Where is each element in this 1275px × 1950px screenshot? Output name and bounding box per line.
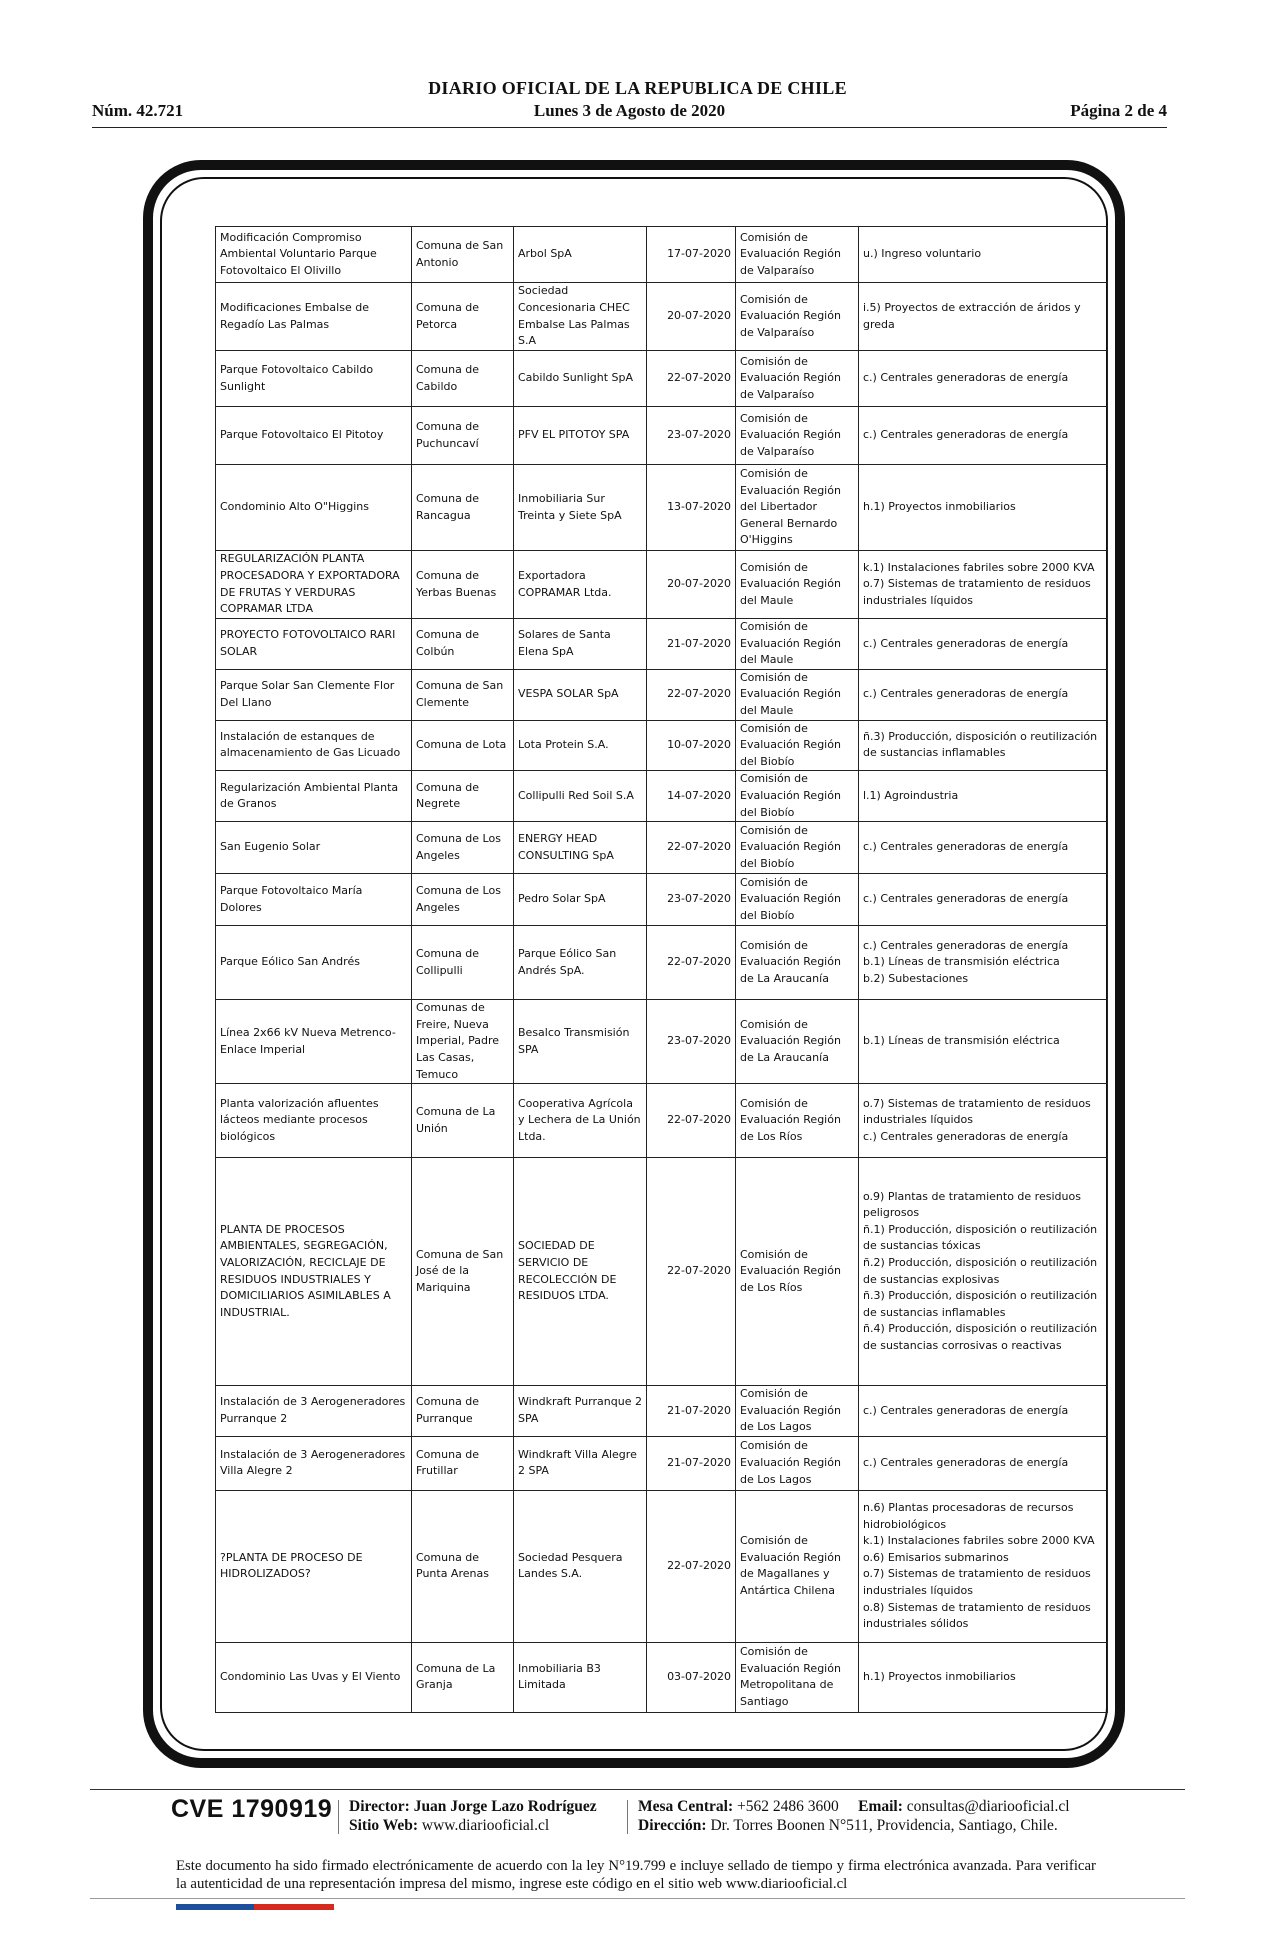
commission-text: Comisión de Evaluación Región del Maule <box>740 620 841 667</box>
owner-cell <box>514 1642 647 1712</box>
commission-text: Comisión de Evaluación Región del Maule <box>740 670 841 717</box>
date-cell <box>647 1386 736 1437</box>
project-type-text: o.9) Plantas de tratamiento de residuos peligrosos ñ.1) Producción, disposición o reutilización de sustancias tóxicas ñ.2) Producción, disposición o reutilización de sustancias explosivas ñ.3) Producción, disposición o reutilización de sustancias inflamables ñ.4) Producción, disposición o reutilización de sustancias corrosivas o reactivas <box>863 1189 1098 1352</box>
table-row <box>216 822 1108 874</box>
commission-text: Comisión de Evaluación Región de Valparaíso <box>740 292 841 339</box>
date-text: 21-07-2020 <box>667 1456 731 1470</box>
project-cell <box>216 771 412 822</box>
commune-text: Comunas de Freire, Nueva Imperial, Padre Las Casas, Temuco <box>416 1001 499 1081</box>
date-text: 23-07-2020 <box>667 1034 731 1048</box>
commission-text: Comisión de Evaluación Región de Los Ríos <box>740 1096 841 1143</box>
commune-cell <box>412 619 514 670</box>
commission-cell <box>736 926 859 1000</box>
table-row <box>216 720 1108 771</box>
date-cell <box>647 283 736 351</box>
table-row <box>216 1436 1108 1490</box>
commune-cell <box>412 407 514 465</box>
table-row <box>216 926 1108 1000</box>
commune-cell <box>412 1642 514 1712</box>
owner-cell <box>514 926 647 1000</box>
owner-cell <box>514 771 647 822</box>
commission-cell <box>736 1642 859 1712</box>
owner-text: Cabildo Sunlight SpA <box>518 371 634 385</box>
project-type-cell <box>859 1642 1108 1712</box>
footer-contact-block <box>638 1797 1070 1835</box>
commission-cell <box>736 407 859 465</box>
project-cell <box>216 619 412 670</box>
date-cell <box>647 1084 736 1158</box>
table-row <box>216 1490 1108 1642</box>
flag-stripe-red <box>254 1904 334 1910</box>
date-text: 22-07-2020 <box>667 371 731 385</box>
date-cell <box>647 669 736 720</box>
address-text: Dr. Torres Boonen N°511, Providencia, Santiago, Chile. <box>710 1817 1058 1834</box>
commission-text: Comisión de Evaluación Región del Biobío <box>740 823 841 870</box>
commune-text: Comuna de Negrete <box>416 780 480 811</box>
project-text: Instalación de estanques de almacenamiento de Gas Licuado <box>220 729 401 760</box>
owner-text: Pedro Solar SpA <box>518 892 606 906</box>
project-type-text: ñ.3) Producción, disposición o reutilización de sustancias inflamables <box>863 729 1098 760</box>
project-cell <box>216 874 412 926</box>
page-indicator: Página 2 de 4 <box>1070 101 1167 120</box>
project-text: Línea 2x66 kV Nueva Metrenco-Enlace Imperial <box>220 1026 396 1056</box>
owner-text: Windkraft Purranque 2 SPA <box>518 1395 642 1425</box>
table-row <box>216 1158 1108 1386</box>
director-label: Director: <box>349 1798 410 1815</box>
project-text: PROYECTO FOTOVOLTAICO RARI SOLAR <box>220 628 396 658</box>
commission-text: Comisión de Evaluación Región del Biobío <box>740 721 841 768</box>
project-type-text: h.1) Proyectos inmobiliarios <box>863 1670 1016 1684</box>
project-type-text: c.) Centrales generadoras de energía <box>863 892 1069 906</box>
commission-cell <box>736 1490 859 1642</box>
commune-cell <box>412 771 514 822</box>
commune-cell <box>412 1084 514 1158</box>
commune-text: Comuna de Purranque <box>416 1395 480 1425</box>
commission-cell <box>736 720 859 771</box>
commune-text: Comuna de Frutillar <box>416 1447 480 1478</box>
email-link[interactable]: consultas@diariooficial.cl <box>906 1798 1070 1815</box>
date-cell <box>647 822 736 874</box>
commune-text: Comuna de Los Angeles <box>416 884 501 914</box>
project-cell <box>216 1436 412 1490</box>
project-type-text: l.1) Agroindustria <box>863 788 959 802</box>
signature-notice: Este documento ha sido firmado electrónicamente de acuerdo con la ley N°19.799 e incluye sellado de tiempo y firma electrónica avanzada. Para verificar la autenticidad de una representación impresa del mismo, ingrese este código en el sitio web www.diariooficial.cl <box>176 1858 1096 1892</box>
commune-text: Comuna de Lota <box>416 738 507 752</box>
project-cell <box>216 1642 412 1712</box>
project-type-text: c.) Centrales generadoras de energía <box>863 687 1069 701</box>
owner-cell <box>514 619 647 670</box>
commission-cell <box>736 465 859 551</box>
project-type-cell <box>859 1084 1108 1158</box>
commission-cell <box>736 1000 859 1084</box>
table-row <box>216 669 1108 720</box>
date-cell <box>647 926 736 1000</box>
commission-cell <box>736 874 859 926</box>
footer-separator <box>627 1800 628 1834</box>
date-cell <box>647 874 736 926</box>
owner-text: ENERGY HEAD CONSULTING SpA <box>518 832 614 862</box>
commune-cell <box>412 1436 514 1490</box>
project-text: Parque Fotovoltaico María Dolores <box>220 884 363 914</box>
table-row <box>216 227 1108 283</box>
owner-text: Besalco Transmisión SPA <box>518 1026 630 1056</box>
commission-text: Comisión de Evaluación Región de La Araucanía <box>740 938 841 985</box>
owner-cell <box>514 720 647 771</box>
commune-cell <box>412 720 514 771</box>
project-type-text: k.1) Instalaciones fabriles sobre 2000 KVA o.7) Sistemas de tratamiento de residuos industriales líquidos <box>863 560 1095 607</box>
project-cell <box>216 465 412 551</box>
commune-text: Comuna de Puchuncaví <box>416 419 480 450</box>
owner-text: Sociedad Concesionaria CHEC Embalse Las Palmas S.A <box>518 284 630 348</box>
owner-cell <box>514 227 647 283</box>
project-type-cell <box>859 822 1108 874</box>
commission-text: Comisión de Evaluación Región del Biobío <box>740 875 841 922</box>
commission-text: Comisión de Evaluación Región de Valparaíso <box>740 354 841 401</box>
project-text: San Eugenio Solar <box>220 840 321 854</box>
date-cell <box>647 551 736 619</box>
date-cell <box>647 619 736 670</box>
owner-cell <box>514 351 647 407</box>
commune-cell <box>412 1000 514 1084</box>
project-type-cell <box>859 1000 1108 1084</box>
footer-separator <box>338 1800 339 1834</box>
commission-cell <box>736 771 859 822</box>
table-row <box>216 351 1108 407</box>
date-cell <box>647 227 736 283</box>
director-name: Juan Jorge Lazo Rodríguez <box>413 1798 597 1815</box>
table-row <box>216 619 1108 670</box>
commission-text: Comisión de Evaluación Región del Libertador General Bernardo O'Higgins <box>740 467 841 547</box>
date-text: 22-07-2020 <box>667 687 731 701</box>
commune-text: Comuna de La Unión <box>416 1105 496 1135</box>
table-row <box>216 1000 1108 1084</box>
project-type-cell <box>859 1490 1108 1642</box>
project-text: Parque Fotovoltaico Cabildo Sunlight <box>220 362 374 393</box>
date-cell <box>647 1436 736 1490</box>
owner-text: Sociedad Pesquera Landes S.A. <box>518 1550 623 1581</box>
commission-text: Comisión de Evaluación Región de Los Lagos <box>740 1387 841 1434</box>
table-row <box>216 1386 1108 1437</box>
project-cell <box>216 822 412 874</box>
owner-text: Exportadora COPRAMAR Ltda. <box>518 568 612 599</box>
commission-cell <box>736 619 859 670</box>
cve-code: CVE 1790919 <box>171 1795 333 1823</box>
owner-cell <box>514 1084 647 1158</box>
project-type-text: c.) Centrales generadoras de energía <box>863 636 1069 650</box>
date-text: 22-07-2020 <box>667 1264 731 1278</box>
table-row <box>216 1642 1108 1712</box>
commune-text: Comuna de San José de la Mariquina <box>416 1247 504 1294</box>
owner-text: Inmobiliaria B3 Limitada <box>518 1661 601 1692</box>
project-type-cell <box>859 771 1108 822</box>
footer-director-block <box>349 1797 597 1835</box>
project-type-cell <box>859 227 1108 283</box>
header-row <box>92 101 1167 123</box>
owner-cell <box>514 822 647 874</box>
owner-cell <box>514 465 647 551</box>
phone-label: Mesa Central: <box>638 1798 734 1815</box>
date-text: 20-07-2020 <box>667 309 731 323</box>
date-cell <box>647 351 736 407</box>
project-text: Instalación de 3 Aerogeneradores Villa Alegre 2 <box>220 1447 406 1478</box>
project-cell <box>216 283 412 351</box>
owner-text: Inmobiliaria Sur Treinta y Siete SpA <box>518 491 622 522</box>
project-type-text: c.) Centrales generadoras de energía <box>863 1403 1069 1417</box>
owner-text: Lota Protein S.A. <box>518 738 609 752</box>
footer-rule <box>90 1789 1185 1790</box>
commune-cell <box>412 351 514 407</box>
project-type-cell <box>859 619 1108 670</box>
project-text: Condominio Las Uvas y El Viento <box>220 1670 401 1684</box>
site-label: Sitio Web: <box>349 1817 419 1834</box>
address-label: Dirección: <box>638 1817 707 1834</box>
commune-text: Comuna de Cabildo <box>416 362 480 393</box>
owner-text: Arbol SpA <box>518 247 572 261</box>
project-type-text: c.) Centrales generadoras de energía <box>863 371 1069 385</box>
project-cell <box>216 1490 412 1642</box>
project-type-cell <box>859 874 1108 926</box>
commune-text: Comuna de Petorca <box>416 300 480 331</box>
project-type-text: b.1) Líneas de transmisión eléctrica <box>863 1034 1060 1048</box>
project-cell <box>216 720 412 771</box>
owner-text: SOCIEDAD DE SERVICIO DE RECOLECCIÓN DE RESIDUOS LTDA. <box>518 1239 617 1303</box>
project-type-cell <box>859 926 1108 1000</box>
commune-cell <box>412 1490 514 1642</box>
email-label: Email: <box>858 1798 903 1815</box>
project-cell <box>216 1158 412 1386</box>
project-type-text: c.) Centrales generadoras de energía b.1) Líneas de transmisión eléctrica b.2) Subestaciones <box>863 938 1069 985</box>
commission-text: Comisión de Evaluación Región del Biobío <box>740 772 841 819</box>
project-cell <box>216 351 412 407</box>
project-cell <box>216 1084 412 1158</box>
project-type-cell <box>859 407 1108 465</box>
project-text: Condominio Alto O"Higgins <box>220 500 370 514</box>
commission-text: Comisión de Evaluación Región de Valparaíso <box>740 230 841 277</box>
project-text: Parque Fotovoltaico El Pitotoy <box>220 428 384 442</box>
date-text: 21-07-2020 <box>667 1403 731 1417</box>
issue-number: Núm. 42.721 <box>92 101 184 120</box>
owner-cell <box>514 1000 647 1084</box>
commune-text: Comuna de Yerbas Buenas <box>416 568 497 599</box>
commune-cell <box>412 551 514 619</box>
project-text: Planta valorización afluentes lácteos mediante procesos biológicos <box>220 1096 379 1143</box>
date-text: 22-07-2020 <box>667 1559 731 1573</box>
owner-text: Solares de Santa Elena SpA <box>518 628 611 658</box>
newspaper-title: DIARIO OFICIAL DE LA REPUBLICA DE CHILE <box>428 78 847 98</box>
project-type-cell <box>859 551 1108 619</box>
project-text: ?PLANTA DE PROCESO DE HIDROLIZADOS? <box>220 1550 363 1581</box>
commune-cell <box>412 465 514 551</box>
table-row <box>216 283 1108 351</box>
project-type-text: u.) Ingreso voluntario <box>863 247 982 261</box>
phone-number: +562 2486 3600 <box>737 1798 839 1815</box>
date-text: 22-07-2020 <box>667 955 731 969</box>
project-text: Parque Solar San Clemente Flor Del Llano <box>220 679 395 709</box>
project-type-cell <box>859 465 1108 551</box>
commission-cell <box>736 1436 859 1490</box>
project-text: PLANTA DE PROCESOS AMBIENTALES, SEGREGACIÓN, VALORIZACIÓN, RECICLAJE DE RESIDUOS INDUSTRIALES Y DOMICILIARIOS ASIMILABLES A INDUSTRIAL. <box>220 1222 391 1319</box>
owner-text: Cooperativa Agrícola y Lechera de La Unión Ltda. <box>518 1096 641 1143</box>
owner-cell <box>514 283 647 351</box>
commission-text: Comisión de Evaluación Región de Valparaíso <box>740 411 841 458</box>
commune-text: Comuna de Colbún <box>416 628 480 658</box>
table-row <box>216 465 1108 551</box>
project-type-text: o.7) Sistemas de tratamiento de residuos industriales líquidos c.) Centrales generadoras de energía <box>863 1096 1091 1143</box>
project-type-cell <box>859 1386 1108 1437</box>
commission-cell <box>736 227 859 283</box>
commune-cell <box>412 822 514 874</box>
table-row <box>216 771 1108 822</box>
owner-cell <box>514 551 647 619</box>
commission-text: Comisión de Evaluación Región de La Araucanía <box>740 1017 841 1064</box>
commune-text: Comuna de Rancagua <box>416 491 480 522</box>
owner-text: PFV EL PITOTOY SPA <box>518 428 630 442</box>
commune-text: Comuna de Punta Arenas <box>416 1550 489 1581</box>
project-type-text: c.) Centrales generadoras de energía <box>863 1456 1069 1470</box>
project-type-cell <box>859 720 1108 771</box>
issue-date: Lunes 3 de Agosto de 2020 <box>533 101 726 120</box>
project-cell <box>216 1000 412 1084</box>
date-cell <box>647 771 736 822</box>
commission-cell <box>736 351 859 407</box>
commission-cell <box>736 283 859 351</box>
project-text: Regularización Ambiental Planta de Granos <box>220 780 399 811</box>
commune-cell <box>412 874 514 926</box>
date-text: 20-07-2020 <box>667 577 731 591</box>
project-cell <box>216 227 412 283</box>
project-text: Instalación de 3 Aerogeneradores Purranque 2 <box>220 1395 406 1425</box>
project-text: Parque Eólico San Andrés <box>220 955 360 969</box>
owner-cell <box>514 874 647 926</box>
table-row <box>216 551 1108 619</box>
project-type-cell <box>859 1158 1108 1386</box>
site-link[interactable]: www.diariooficial.cl <box>421 1817 550 1834</box>
owner-text: Collipulli Red Soil S.A <box>518 788 634 802</box>
project-cell <box>216 407 412 465</box>
date-text: 13-07-2020 <box>667 500 731 514</box>
owner-cell <box>514 407 647 465</box>
owner-text: Parque Eólico San Andrés SpA. <box>518 947 617 977</box>
owner-cell <box>514 1436 647 1490</box>
table-row <box>216 407 1108 465</box>
commission-cell <box>736 1084 859 1158</box>
commission-text: Comisión de Evaluación Región de Los Ríos <box>740 1247 841 1294</box>
project-cell <box>216 551 412 619</box>
owner-cell <box>514 1386 647 1437</box>
table-row <box>216 1084 1108 1158</box>
project-type-text: c.) Centrales generadoras de energía <box>863 428 1069 442</box>
header-rule <box>92 127 1167 128</box>
commission-text: Comisión de Evaluación Región de Magallanes y Antártica Chilena <box>740 1534 841 1597</box>
commission-cell <box>736 822 859 874</box>
commune-text: Comuna de San Clemente <box>416 679 504 709</box>
commune-cell <box>412 227 514 283</box>
project-type-text: c.) Centrales generadoras de energía <box>863 840 1069 854</box>
projects-table <box>215 226 1108 1713</box>
date-text: 22-07-2020 <box>667 1113 731 1127</box>
owner-cell <box>514 669 647 720</box>
commission-text: Comisión de Evaluación Región del Maule <box>740 560 841 607</box>
date-cell <box>647 1490 736 1642</box>
project-cell <box>216 926 412 1000</box>
owner-text: Windkraft Villa Alegre 2 SPA <box>518 1447 637 1478</box>
commune-text: Comuna de San Antonio <box>416 238 504 269</box>
commission-text: Comisión de Evaluación Región de Los Lagos <box>740 1439 841 1486</box>
commune-cell <box>412 1158 514 1386</box>
commission-cell <box>736 669 859 720</box>
commune-text: Comuna de Collipulli <box>416 947 480 977</box>
commission-text: Comisión de Evaluación Región Metropolitana de Santiago <box>740 1645 841 1708</box>
project-type-cell <box>859 669 1108 720</box>
date-text: 03-07-2020 <box>667 1670 731 1684</box>
project-type-cell <box>859 1436 1108 1490</box>
project-type-text: h.1) Proyectos inmobiliarios <box>863 500 1016 514</box>
commune-text: Comuna de La Granja <box>416 1661 496 1692</box>
date-cell <box>647 1158 736 1386</box>
table-row <box>216 874 1108 926</box>
commune-cell <box>412 669 514 720</box>
project-type-cell <box>859 283 1108 351</box>
date-text: 23-07-2020 <box>667 428 731 442</box>
commission-cell <box>736 1386 859 1437</box>
commune-cell <box>412 926 514 1000</box>
commune-text: Comuna de Los Angeles <box>416 832 501 862</box>
date-cell <box>647 1642 736 1712</box>
date-cell <box>647 720 736 771</box>
project-type-cell <box>859 351 1108 407</box>
project-text: Modificaciones Embalse de Regadío Las Palmas <box>220 300 369 331</box>
project-cell <box>216 1386 412 1437</box>
project-text: REGULARIZACIÓN PLANTA PROCESADORA Y EXPORTADORA DE FRUTAS Y VERDURAS COPRAMAR LTDA <box>220 552 400 616</box>
project-type-text: i.5) Proyectos de extracción de áridos y greda <box>863 300 1081 331</box>
footer-bottom-rule <box>90 1898 1185 1899</box>
date-text: 23-07-2020 <box>667 892 731 906</box>
date-cell <box>647 1000 736 1084</box>
commission-cell <box>736 551 859 619</box>
commission-cell <box>736 1158 859 1386</box>
commune-cell <box>412 283 514 351</box>
date-cell <box>647 465 736 551</box>
project-text: Modificación Compromiso Ambiental Voluntario Parque Fotovoltaico El Olivillo <box>220 230 377 277</box>
date-text: 17-07-2020 <box>667 247 731 261</box>
project-cell <box>216 669 412 720</box>
date-text: 10-07-2020 <box>667 738 731 752</box>
owner-cell <box>514 1158 647 1386</box>
project-type-text: n.6) Plantas procesadoras de recursos hidrobiológicos k.1) Instalaciones fabriles sobre 2000 KVA o.6) Emisarios submarinos o.7) Sistemas de tratamiento de residuos industriales líquidos o.8) Sistemas de tratamiento de residuos industriales sólidos <box>863 1501 1095 1631</box>
flag-stripe-blue <box>176 1904 254 1910</box>
date-text: 21-07-2020 <box>667 636 731 650</box>
date-text: 14-07-2020 <box>667 788 731 802</box>
owner-cell <box>514 1490 647 1642</box>
owner-text: VESPA SOLAR SpA <box>518 687 619 701</box>
date-cell <box>647 407 736 465</box>
commune-cell <box>412 1386 514 1437</box>
date-text: 22-07-2020 <box>667 840 731 854</box>
